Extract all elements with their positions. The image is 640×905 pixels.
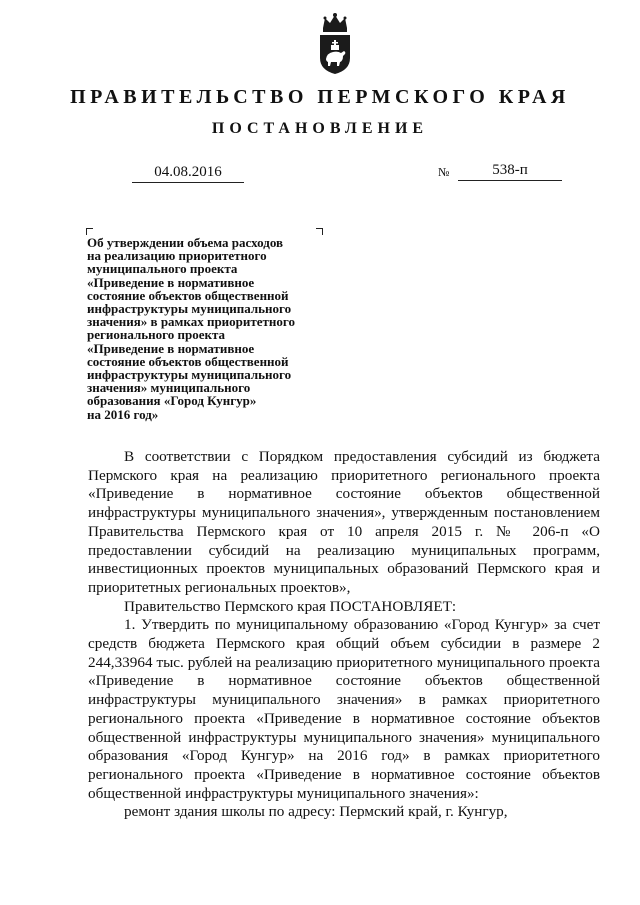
subject-line: муниципального проекта xyxy=(87,261,238,277)
body-paragraph-preamble: В соответствии с Порядком предоставления субсидий из бюджета Пермского края на реализацию приоритетного регионального проекта «Приведение в нормативное состояние объектов общественной инфраструктуры муниципального значения», утвержденным постановлением Правительства Пермского края от 10 апреля 2015 г. № 206-п «О предоставлении субсидий на реализацию муниципальных программ, инвестиционных проектов муниципальных образований Пермского края и приоритетных региональных проектов», xyxy=(88,448,600,596)
subject-line: на 2016 год» xyxy=(87,406,159,422)
number-label: № xyxy=(438,165,450,179)
body-paragraph-repair: ремонт здания школы по адресу: Пермский край, г. Кунгур, xyxy=(124,803,508,821)
date-underline xyxy=(132,182,244,183)
subject-line: значения» муниципального xyxy=(87,380,251,396)
subject-block xyxy=(87,236,347,421)
body-paragraph-resolves: Правительство Пермского края ПОСТАНОВЛЯЕТ: xyxy=(124,597,457,615)
document-number: 538-п xyxy=(492,162,528,178)
subject-line: Об утверждении объема расходов xyxy=(87,235,284,250)
number-underline xyxy=(458,180,562,181)
subject-line: образования «Город Кунгур» xyxy=(87,393,257,409)
subject-line: инфраструктуры муниципального xyxy=(87,367,292,383)
subject-line: на реализацию приоритетного xyxy=(87,248,267,264)
document-date: 04.08.2016 xyxy=(154,164,222,180)
subject-line: состояние объектов общественной xyxy=(87,353,289,369)
subject-line: инфраструктуры муниципального xyxy=(87,301,292,317)
subject-line: «Приведение в нормативное xyxy=(87,274,255,290)
subject-line: регионального проекта xyxy=(87,327,226,343)
government-title: ПРАВИТЕЛЬСТВО ПЕРМСКОГО КРАЯ xyxy=(70,86,570,108)
subject-line: «Приведение в нормативное xyxy=(87,340,255,356)
body-paragraph-item-1: 1. Утвердить по муниципальному образованию «Город Кунгур» за счет средств бюджета Пермского края общий объем субсидии в размере 2 244,33964 тыс. рублей на реализацию приоритетного муниципального проекта «Приведение в нормативное состояние объектов общественной инфраструктуры муниципального значения» в рамках приоритетного регионального проекта «Приведение в нормативное состояние объектов общественной инфраструктуры муниципального значения» муниципального образования «Город Кунгур» на 2016 год» в рамках приоритетного регионального проекта «Приведение в нормативное состояние объектов общественной инфраструктуры муниципального значения»: xyxy=(88,616,600,802)
number-field xyxy=(458,160,562,182)
document-body xyxy=(88,448,600,822)
subject-line: значения» в рамках приоритетного xyxy=(87,314,295,330)
date-field xyxy=(132,162,244,184)
subject-line: состояние объектов общественной xyxy=(87,287,289,303)
subject-corner-left xyxy=(86,228,93,235)
subject-corner-right xyxy=(316,228,323,235)
document-type: ПОСТАНОВЛЕНИЕ xyxy=(211,120,429,137)
coat-of-arms-icon xyxy=(316,12,354,76)
